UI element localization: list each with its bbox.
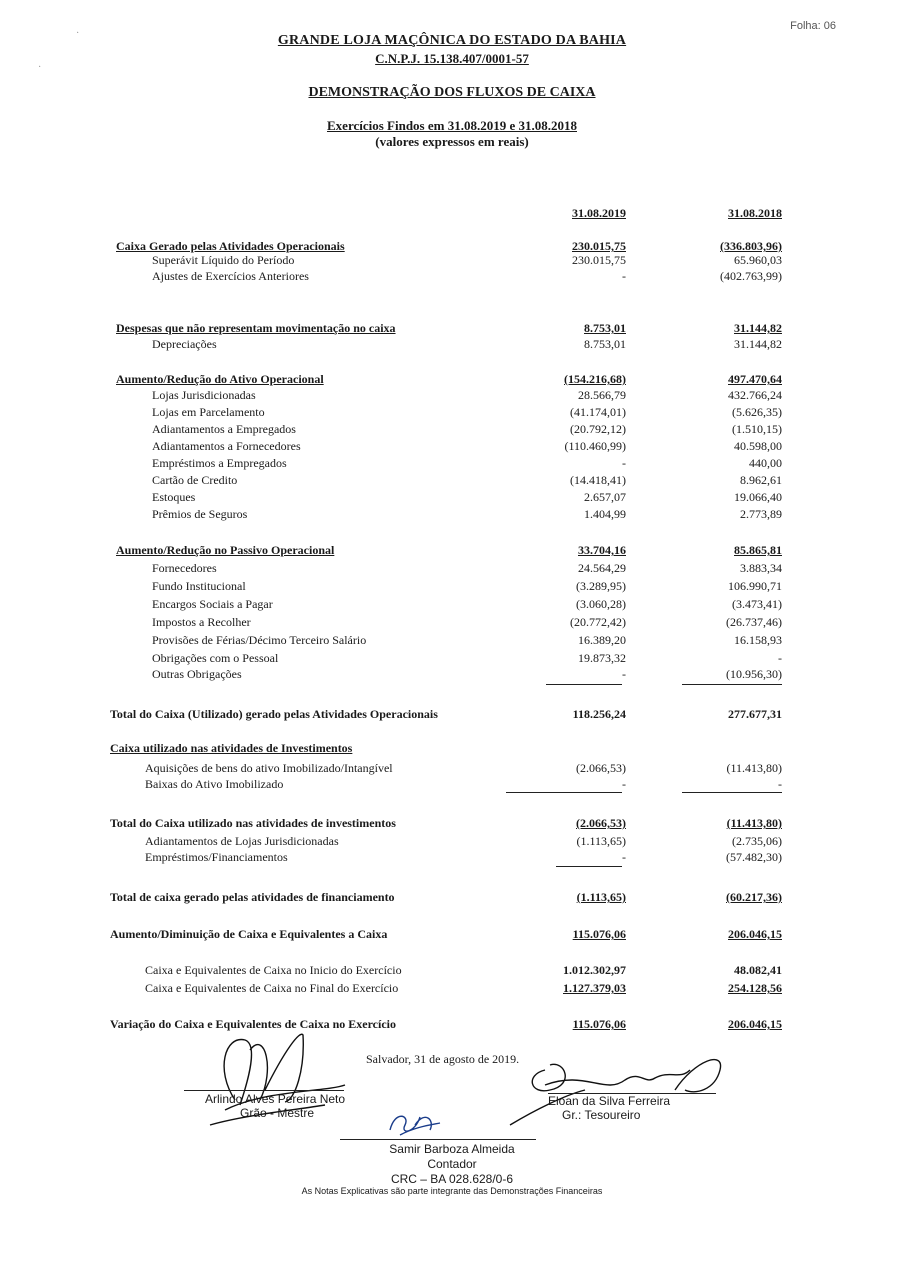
sum-line <box>682 792 782 793</box>
row-label: Fornecedores <box>152 561 217 575</box>
table-row <box>0 926 904 942</box>
row-label: Total do Caixa (Utilizado) gerado pelas Atividades Operacionais <box>110 707 438 721</box>
value-2019: 28.566,79 <box>578 388 626 402</box>
value-2018: - <box>778 651 782 665</box>
value-2018: 106.990,71 <box>728 579 782 593</box>
value-2019: (1.113,65) <box>576 890 626 904</box>
row-label: Depreciações <box>152 337 217 351</box>
value-2018: 206.046,15 <box>728 1017 782 1031</box>
value-2019: 115.076,06 <box>572 1017 626 1031</box>
value-2018: 65.960,03 <box>734 253 782 267</box>
value-2019: 19.873,32 <box>578 651 626 665</box>
table-row <box>0 889 904 905</box>
table-row <box>0 455 904 471</box>
table-row <box>0 489 904 505</box>
table-row <box>0 760 904 776</box>
value-2018: 31.144,82 <box>734 321 782 335</box>
column-header-2019: 31.08.2019 <box>572 206 626 220</box>
value-2019: 2.657,07 <box>584 490 626 504</box>
value-2018: 85.865,81 <box>734 543 782 557</box>
value-2019: (2.066,53) <box>576 761 626 775</box>
row-label: Aumento/Redução do Ativo Operacional <box>116 372 324 386</box>
table-row <box>0 472 904 488</box>
value-2018: (3.473,41) <box>732 597 782 611</box>
row-label: Adiantamentos a Empregados <box>152 422 296 436</box>
document-title: DEMONSTRAÇÃO DOS FLUXOS DE CAIXA <box>308 85 596 100</box>
value-2019: 1.404,99 <box>584 507 626 521</box>
row-label: Cartão de Credito <box>152 473 238 487</box>
table-row <box>0 268 904 284</box>
period: Exercícios Findos em 31.08.2019 e 31.08.2018 <box>327 118 577 133</box>
table-row <box>0 320 904 336</box>
value-2019: 8.753,01 <box>584 337 626 351</box>
table-row <box>0 650 904 666</box>
signature-3-icon <box>385 1105 445 1140</box>
sum-line <box>556 866 622 867</box>
value-2018: 277.677,31 <box>728 707 782 721</box>
table-row <box>0 740 904 756</box>
table-row <box>0 578 904 594</box>
table-row <box>0 849 904 865</box>
value-2018: 19.066,40 <box>734 490 782 504</box>
value-2019: (154.216,68) <box>564 372 626 386</box>
value-2018: 440,00 <box>749 456 782 470</box>
row-label: Caixa utilizado nas atividades de Investimentos <box>110 741 353 755</box>
table-row <box>0 962 904 978</box>
row-label: Encargos Sociais a Pagar <box>152 597 273 611</box>
table-row <box>0 980 904 996</box>
value-2018: (2.735,06) <box>732 834 782 848</box>
value-2019: - <box>622 667 626 681</box>
value-2019: 230.015,75 <box>572 253 626 267</box>
scan-speck-icon: · <box>38 62 42 73</box>
value-2019: 1.012.302,97 <box>563 963 626 977</box>
row-label: Ajustes de Exercícios Anteriores <box>152 269 309 283</box>
row-label: Provisões de Férias/Décimo Terceiro Salário <box>152 633 367 647</box>
signer-2-name: Eloan da Silva Ferreira <box>548 1094 671 1108</box>
row-label: Adiantamentos a Fornecedores <box>152 439 301 453</box>
table-row <box>0 666 904 682</box>
value-2018: 3.883,34 <box>740 561 782 575</box>
value-2019: (20.772,42) <box>570 615 626 629</box>
value-2019: 230.015,75 <box>572 239 626 253</box>
row-label: Total do Caixa utilizado nas atividades de investimentos <box>110 816 396 830</box>
table-row <box>0 833 904 849</box>
table-row <box>0 614 904 630</box>
value-2018: (11.413,80) <box>726 761 782 775</box>
value-2018: (402.763,99) <box>720 269 782 283</box>
row-label: Adiantamentos de Lojas Jurisdicionadas <box>145 834 339 848</box>
row-label: Caixa e Equivalentes de Caixa no Final do Exercício <box>145 981 399 995</box>
row-label: Aumento/Redução no Passivo Operacional <box>116 543 335 557</box>
row-label: Superávit Líquido do Período <box>152 253 295 267</box>
notes-footer: As Notas Explicativas são parte integrante das Demonstrações Financeiras <box>301 1186 603 1196</box>
row-label: Prêmios de Seguros <box>152 507 248 521</box>
value-2019: 1.127.379,03 <box>563 981 626 995</box>
row-label: Aumento/Diminuição de Caixa e Equivalentes a Caixa <box>110 927 388 941</box>
column-header-row <box>0 205 904 221</box>
row-label: Variação do Caixa e Equivalentes de Caixa no Exercício <box>110 1017 396 1031</box>
value-2018: 31.144,82 <box>734 337 782 351</box>
value-2018: 432.766,24 <box>728 388 782 402</box>
sum-line <box>682 684 782 685</box>
table-row <box>0 336 904 352</box>
cnpj: C.N.P.J. 15.138.407/0001-57 <box>375 51 529 66</box>
row-label: Estoques <box>152 490 196 504</box>
row-label: Caixa Gerado pelas Atividades Operacionais <box>116 239 345 253</box>
value-2019: - <box>622 269 626 283</box>
value-2019: 8.753,01 <box>584 321 626 335</box>
table-row <box>0 506 904 522</box>
table-row <box>0 252 904 268</box>
organization-name: GRANDE LOJA MAÇÔNICA DO ESTADO DA BAHIA <box>277 33 627 48</box>
table-row <box>0 706 904 722</box>
row-label: Fundo Institucional <box>152 579 246 593</box>
value-2018: (57.482,30) <box>726 850 782 864</box>
row-label: Total de caixa gerado pelas atividades de financiamento <box>110 890 395 904</box>
value-2018: (60.217,36) <box>726 890 782 904</box>
signer-3-crc: CRC – BA 028.628/0-6 <box>390 1172 514 1186</box>
value-2018: - <box>778 777 782 791</box>
signer-3-role: Contador <box>427 1157 477 1171</box>
value-2018: (11.413,80) <box>726 816 782 830</box>
value-2018: 254.128,56 <box>728 981 782 995</box>
value-2019: (20.792,12) <box>570 422 626 436</box>
value-2019: - <box>622 777 626 791</box>
table-row <box>0 387 904 403</box>
row-label: Impostos a Recolher <box>152 615 251 629</box>
value-2019: 118.256,24 <box>572 707 626 721</box>
table-row <box>0 542 904 558</box>
unit-note: (valores expressos em reais) <box>375 134 529 149</box>
table-row <box>0 632 904 648</box>
value-2019: - <box>622 850 626 864</box>
value-2019: (110.460,99) <box>564 439 626 453</box>
table-row <box>0 776 904 792</box>
row-label: Obrigações com o Pessoal <box>152 651 279 665</box>
signature-line-3 <box>340 1139 536 1140</box>
value-2019: (41.174,01) <box>570 405 626 419</box>
signature-line-1 <box>184 1090 344 1091</box>
row-label: Baixas do Ativo Imobilizado <box>145 777 284 791</box>
table-row <box>0 404 904 420</box>
table-row <box>0 371 904 387</box>
row-label: Lojas Jurisdicionadas <box>152 388 256 402</box>
table-row <box>0 596 904 612</box>
row-label: Outras Obrigações <box>152 667 242 681</box>
sum-line <box>506 792 622 793</box>
value-2019: (2.066,53) <box>576 816 626 830</box>
value-2018: (1.510,15) <box>732 422 782 436</box>
value-2018: 48.082,41 <box>734 963 782 977</box>
value-2019: (14.418,41) <box>570 473 626 487</box>
table-row <box>0 421 904 437</box>
value-2018: 8.962,61 <box>740 473 782 487</box>
page-number: Folha: 06 <box>790 20 836 32</box>
value-2018: (26.737,46) <box>726 615 782 629</box>
sum-line <box>546 684 622 685</box>
signer-1-role: Grão - Mestre <box>240 1106 315 1120</box>
scan-speck-icon: · <box>76 28 80 39</box>
table-row <box>0 438 904 454</box>
row-label: Caixa e Equivalentes de Caixa no Inicio do Exercício <box>145 963 402 977</box>
table-row <box>0 815 904 831</box>
value-2018: 2.773,89 <box>740 507 782 521</box>
value-2019: (1.113,65) <box>576 834 626 848</box>
value-2019: (3.289,95) <box>576 579 626 593</box>
signer-2-role: Gr.: Tesoureiro <box>562 1108 641 1122</box>
value-2018: (5.626,35) <box>732 405 782 419</box>
row-label: Empréstimos a Empregados <box>152 456 287 470</box>
column-header-2018: 31.08.2018 <box>728 206 782 220</box>
table-row <box>0 1016 904 1032</box>
value-2018: (10.956,30) <box>726 667 782 681</box>
row-label: Lojas em Parcelamento <box>152 405 265 419</box>
value-2018: (336.803,96) <box>720 239 782 253</box>
value-2018: 206.046,15 <box>728 927 782 941</box>
value-2019: - <box>622 456 626 470</box>
row-label: Empréstimos/Financiamentos <box>145 850 288 864</box>
value-2019: 115.076,06 <box>572 927 626 941</box>
value-2018: 40.598,00 <box>734 439 782 453</box>
signer-1-name: Arlindo Alves Pereira Neto <box>205 1092 346 1106</box>
table-row <box>0 560 904 576</box>
place-date: Salvador, 31 de agosto de 2019. <box>366 1052 520 1066</box>
row-label: Despesas que não representam movimentação no caixa <box>116 321 396 335</box>
value-2018: 16.158,93 <box>734 633 782 647</box>
value-2019: (3.060,28) <box>576 597 626 611</box>
signer-3-name: Samir Barboza Almeida <box>389 1142 515 1156</box>
value-2018: 497.470,64 <box>728 372 782 386</box>
row-label: Aquisições de bens do ativo Imobilizado/Intangível <box>145 761 393 775</box>
value-2019: 16.389,20 <box>578 633 626 647</box>
value-2019: 33.704,16 <box>578 543 626 557</box>
value-2019: 24.564,29 <box>578 561 626 575</box>
